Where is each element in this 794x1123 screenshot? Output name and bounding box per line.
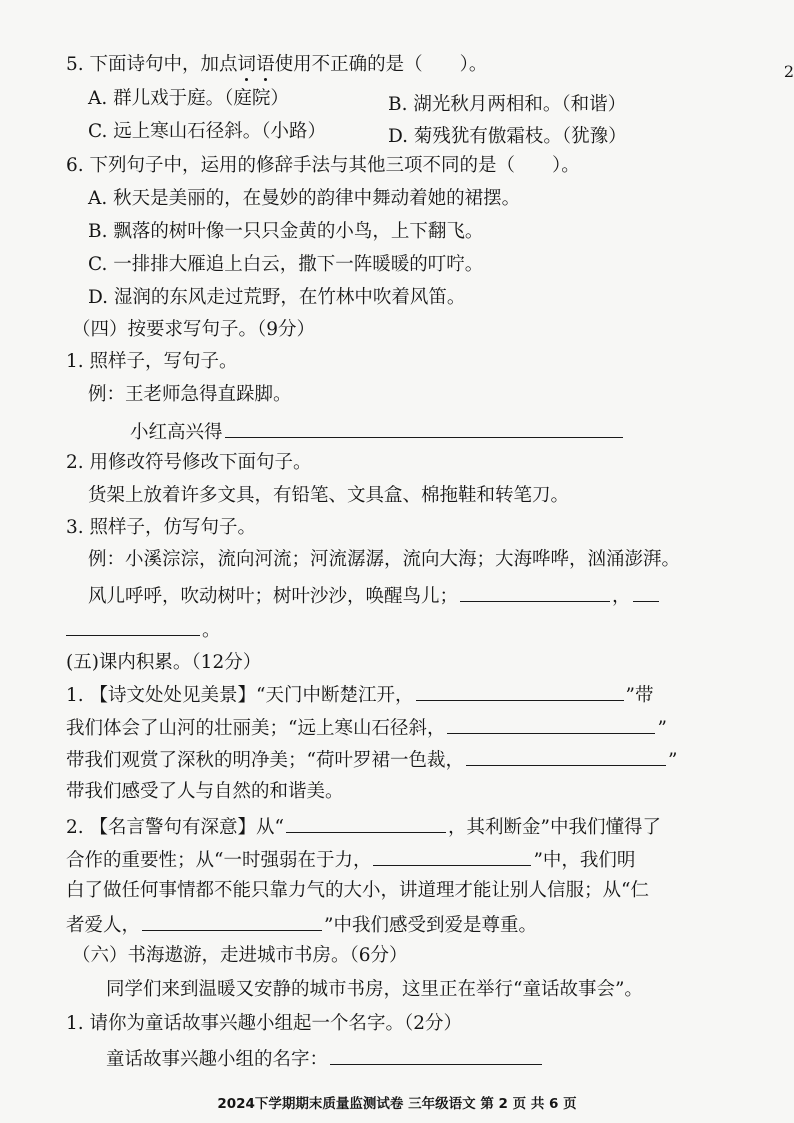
q5-option-d: D. 菊残犹有傲霜枝。（犹豫）	[388, 126, 627, 147]
text: ，其利断金”中我们懂得了	[448, 817, 661, 838]
sec4-q1-prompt: 小红高兴得	[130, 422, 223, 443]
sec5-q2-line3: 白了做任何事情都不能只靠力气的大小，讲道理才能让别人信服；从“仁	[66, 880, 649, 901]
q6-option-c: C. 一排排大雁追上白云，撒下一阵暖暖的叮咛。	[88, 254, 484, 275]
q6-stem: 6. 下列句子中，运用的修辞手法与其他三项不同的是（ ）。	[66, 155, 580, 176]
text: ”	[657, 718, 667, 739]
sec4-q1-answer-line	[130, 418, 625, 446]
sec6-intro: 同学们来到温暖又安静的城市书房，这里正在举行“童话故事会”。	[106, 979, 643, 1000]
sec4-q2: 2. 用修改符号修改下面句子。	[66, 452, 312, 473]
sec5-q1-line1	[66, 681, 653, 709]
text: 我们体会了山河的壮丽美；“远上寒山石径斜，	[66, 718, 446, 739]
sec4-q1: 1. 照样子，写句子。	[66, 351, 238, 372]
text: ”	[667, 750, 678, 771]
answer-blank[interactable]	[330, 1045, 542, 1065]
sec4-q3-answer-line	[88, 582, 661, 610]
q6-option-b: B. 飘落的树叶像一只只金黄的小鸟，上下翻飞。	[88, 221, 484, 242]
answer-blank[interactable]	[633, 582, 659, 602]
text: 1. 【诗文处处见美景】“天门中断楚江开，	[66, 685, 414, 706]
answer-blank[interactable]	[466, 746, 666, 766]
sec6-q1-answer-line	[106, 1045, 544, 1073]
period: 。	[202, 620, 221, 641]
q5-option-b: B. 湖光秋月两相和。（和谐）	[388, 94, 627, 115]
text: ”中我们感受到爱是尊重。	[324, 915, 537, 936]
emphasis-char: 词	[238, 52, 257, 78]
q6-option-d: D. 湿润的东风走过荒野，在竹林中吹着风笛。	[88, 287, 466, 308]
text: ”带	[625, 685, 654, 706]
answer-blank[interactable]	[286, 813, 446, 833]
q5-stem: 5. 下面诗句中，加点词语使用不正确的是（ ）。	[66, 52, 487, 78]
comma: ，	[612, 586, 631, 607]
text: ”中，我们明	[533, 850, 636, 871]
sec5-q2-line4	[66, 911, 537, 939]
section-6-title: （六）书海遨游，走进城市书房。（6分）	[72, 945, 408, 966]
text: 2. 【名言警句有深意】从“	[66, 817, 284, 838]
answer-blank[interactable]	[225, 418, 623, 438]
sec4-q3: 3. 照样子，仿写句子。	[66, 517, 257, 538]
q5-option-c: C. 远上寒山石径斜。（小路）	[88, 121, 327, 142]
sec6-q1-prompt: 童话故事兴趣小组的名字：	[106, 1049, 329, 1070]
q6-option-a: A. 秋天是美丽的，在曼妙的韵律中舞动着她的裙摆。	[88, 188, 521, 209]
sec4-q3-prompt: 风儿呼呼，吹动树叶；树叶沙沙，唤醒鸟儿；	[88, 586, 459, 607]
answer-blank[interactable]	[142, 911, 322, 931]
sec5-q1-line3	[66, 746, 677, 774]
page-footer: 2024下学期期末质量监测试卷 三年级语文 第 2 页 共 6 页	[217, 1096, 577, 1112]
sec6-q1: 1. 请你为童话故事兴趣小组起一个名字。（2分）	[66, 1013, 463, 1034]
emphasis-char: 语	[256, 52, 275, 78]
sec4-q3-continuation	[66, 616, 221, 644]
section-5-title: (五)课内积累。（12分）	[66, 652, 262, 673]
sec5-q2-line1	[66, 813, 661, 841]
section-4-title: （四）按要求写句子。（9分）	[72, 319, 316, 340]
text: 者爱人，	[66, 915, 141, 936]
sec4-q3-example: 例：小溪淙淙，流向河流；河流潺潺，流向大海；大海哗哗，汹涌澎湃。	[88, 549, 681, 570]
answer-blank[interactable]	[66, 616, 200, 636]
text: 带我们观赏了深秋的明净美；“荷叶罗裙一色裁，	[66, 750, 464, 771]
answer-blank[interactable]	[447, 714, 655, 734]
sec4-q1-example: 例：王老师急得直跺脚。	[88, 384, 292, 405]
answer-blank[interactable]	[416, 681, 624, 701]
sec5-q1-line4: 带我们感受了人与自然的和谐美。	[66, 781, 344, 802]
answer-blank[interactable]	[460, 582, 610, 602]
sec4-q2-sentence: 货架上放着许多文具，有铅笔、文具盒、棉拖鞋和转笔刀。	[88, 485, 570, 506]
answer-blank[interactable]	[373, 846, 531, 866]
q5-option-a: A. 群儿戏于庭。（庭院）	[88, 88, 289, 109]
sec5-q1-line2	[66, 714, 667, 742]
sec5-q2-line2	[66, 846, 635, 874]
text: 合作的重要性；从“一时强弱在于力，	[66, 850, 372, 871]
page-marker: 2	[783, 62, 794, 81]
